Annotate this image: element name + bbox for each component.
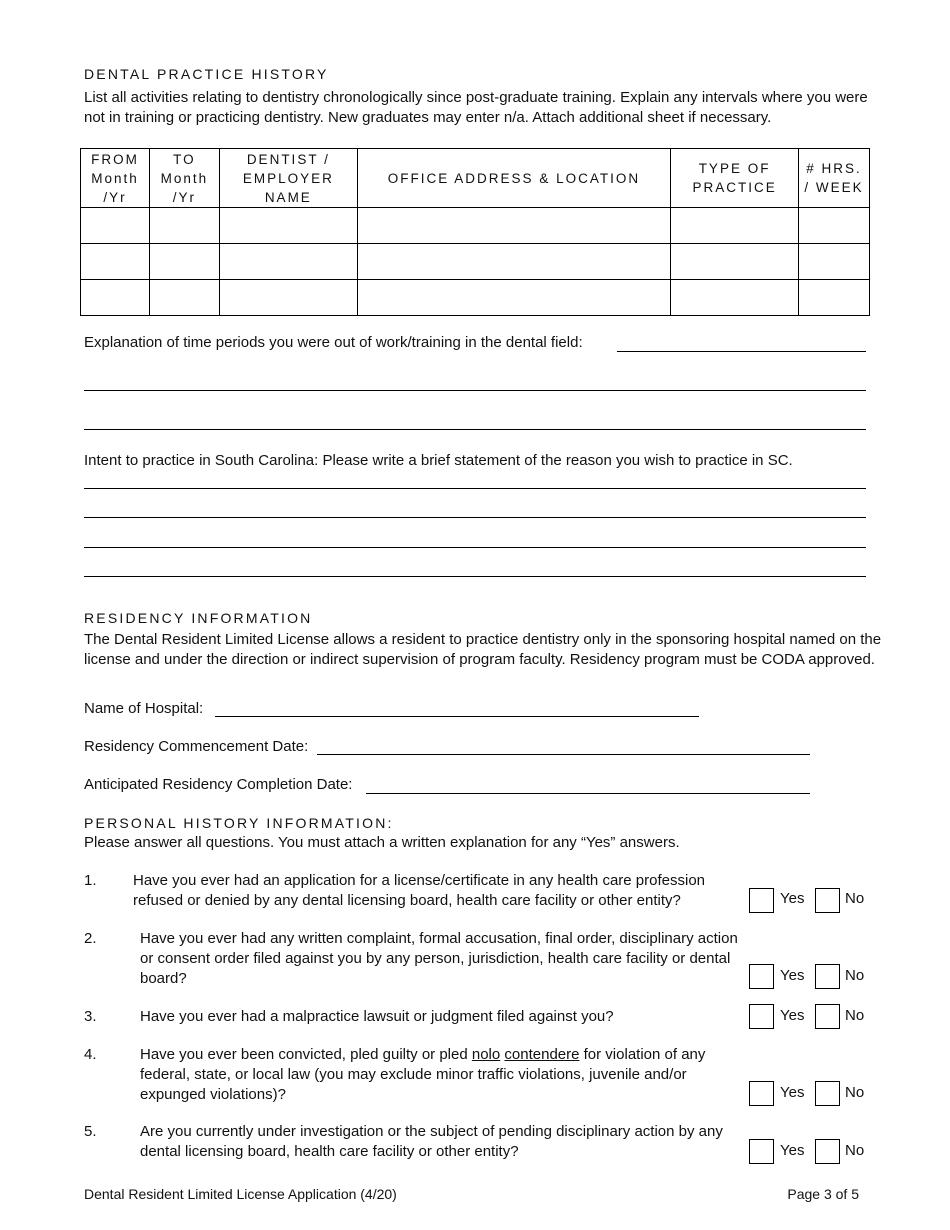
residency-heading: RESIDENCY INFORMATION (84, 610, 313, 626)
intent-line-1[interactable] (84, 488, 866, 489)
col-type: TYPE OF PRACTICE (671, 149, 799, 208)
q5-yes-checkbox[interactable] (749, 1139, 774, 1164)
table-cell[interactable] (81, 208, 150, 244)
commencement-input-line[interactable] (317, 754, 810, 755)
question-1-text: Have you ever had an application for a license/certificate in any health care profession refused or denied by any dental licensing board, health care facility or other entity? (133, 872, 705, 909)
footer-page-number: Page 3 of 5 (787, 1186, 859, 1202)
table-cell[interactable] (357, 280, 670, 316)
col-address: OFFICE ADDRESS & LOCATION (357, 149, 670, 208)
table-cell[interactable] (219, 244, 357, 280)
question-5-text: Are you currently under investigation or the subject of pending disciplinary action by any dental licensing board, health care facility or other entity? (140, 1123, 723, 1160)
table-cell[interactable] (81, 280, 150, 316)
question-4-text (140, 1045, 740, 1105)
question-number: 2. (84, 930, 97, 947)
col-hours: # HRS. / WEEK (799, 149, 870, 208)
intent-line-3[interactable] (84, 547, 866, 548)
hospital-input-line[interactable] (215, 716, 699, 717)
table-cell[interactable] (219, 280, 357, 316)
question-number: 4. (84, 1046, 97, 1063)
question-3-text: Have you ever had a malpractice lawsuit or judgment filed against you? (140, 1008, 614, 1025)
practice-history-instructions: List all activities relating to dentistry chronologically since post-graduate training. Explain any intervals where you were not in training or practicing dentistry. New graduates may enter n/a. Attach additional sheet if necessary. (84, 89, 868, 126)
table-cell[interactable] (357, 208, 670, 244)
table-cell[interactable] (357, 244, 670, 280)
question-4-text-start: Have you ever been convicted, pled guilty or pled (140, 1046, 472, 1063)
table-cell[interactable] (799, 208, 870, 244)
explanation-line-3[interactable] (84, 429, 866, 430)
question-number: 3. (84, 1008, 97, 1025)
practice-history-table (80, 148, 870, 316)
q1-no-checkbox[interactable] (815, 888, 840, 913)
yes-label: Yes (780, 1142, 805, 1159)
col-to: TO Month /Yr (149, 149, 219, 208)
hospital-label: Name of Hospital: (84, 700, 204, 717)
table-cell[interactable] (149, 208, 219, 244)
no-label: No (845, 1007, 865, 1024)
table-cell[interactable] (671, 244, 799, 280)
q4-no-checkbox[interactable] (815, 1081, 840, 1106)
table-row (81, 208, 870, 244)
table-cell[interactable] (799, 280, 870, 316)
residency-description: The Dental Resident Limited License allows a resident to practice dentistry only in the sponsoring hospital named on the license and under the direction or indirect supervision of program faculty. Residency program must be CODA approved. (84, 631, 882, 668)
q2-yes-checkbox[interactable] (749, 964, 774, 989)
explanation-label: Explanation of time periods you were out of work/training in the dental field: (84, 334, 583, 351)
contendere-term: contendere (504, 1046, 580, 1063)
completion-input-line[interactable] (366, 793, 810, 794)
no-label: No (845, 1084, 865, 1101)
col-employer: DENTIST / EMPLOYER NAME (219, 149, 357, 208)
personal-history-instructions: Please answer all questions. You must attach a written explanation for any “Yes” answers. (84, 834, 680, 851)
q3-no-checkbox[interactable] (815, 1004, 840, 1029)
practice-history-heading: DENTAL PRACTICE HISTORY (84, 66, 329, 82)
question-4-text-end: for violation of any federal, state, or local law (you may exclude minor traffic violations, juvenile and/or expunged violations)? (140, 1046, 706, 1103)
yes-label: Yes (780, 890, 805, 907)
table-row (81, 244, 870, 280)
table-cell[interactable] (149, 244, 219, 280)
yes-label: Yes (780, 967, 805, 984)
completion-label: Anticipated Residency Completion Date: (84, 776, 353, 793)
table-cell[interactable] (671, 208, 799, 244)
commencement-label: Residency Commencement Date: (84, 738, 309, 755)
table-cell[interactable] (671, 280, 799, 316)
footer-form-name: Dental Resident Limited License Application (4/20) (84, 1186, 397, 1202)
q3-yes-checkbox[interactable] (749, 1004, 774, 1029)
q5-no-checkbox[interactable] (815, 1139, 840, 1164)
intent-line-4[interactable] (84, 576, 866, 577)
intent-label: Intent to practice in South Carolina: Please write a brief statement of the reason you wish to practice in SC. (84, 452, 793, 469)
q1-yes-checkbox[interactable] (749, 888, 774, 913)
explanation-line-2[interactable] (84, 390, 866, 391)
q4-yes-checkbox[interactable] (749, 1081, 774, 1106)
col-from: FROM Month /Yr (81, 149, 150, 208)
table-cell[interactable] (219, 208, 357, 244)
personal-history-heading: PERSONAL HISTORY INFORMATION: (84, 815, 394, 831)
explanation-line-1[interactable] (617, 351, 866, 352)
question-2-text: Have you ever had any written complaint, formal accusation, final order, disciplinary action or consent order filed against you by any person, jurisdiction, health care facility or dental board? (140, 930, 738, 987)
table-row (81, 280, 870, 316)
question-number: 5. (84, 1123, 97, 1140)
yes-label: Yes (780, 1007, 805, 1024)
table-cell[interactable] (81, 244, 150, 280)
question-number: 1. (84, 872, 97, 889)
table-header-row (81, 149, 870, 208)
no-label: No (845, 890, 865, 907)
no-label: No (845, 1142, 865, 1159)
yes-label: Yes (780, 1084, 805, 1101)
no-label: No (845, 967, 865, 984)
intent-line-2[interactable] (84, 517, 866, 518)
nolo-term: nolo (471, 1046, 501, 1063)
q2-no-checkbox[interactable] (815, 964, 840, 989)
table-cell[interactable] (799, 244, 870, 280)
table-cell[interactable] (149, 280, 219, 316)
